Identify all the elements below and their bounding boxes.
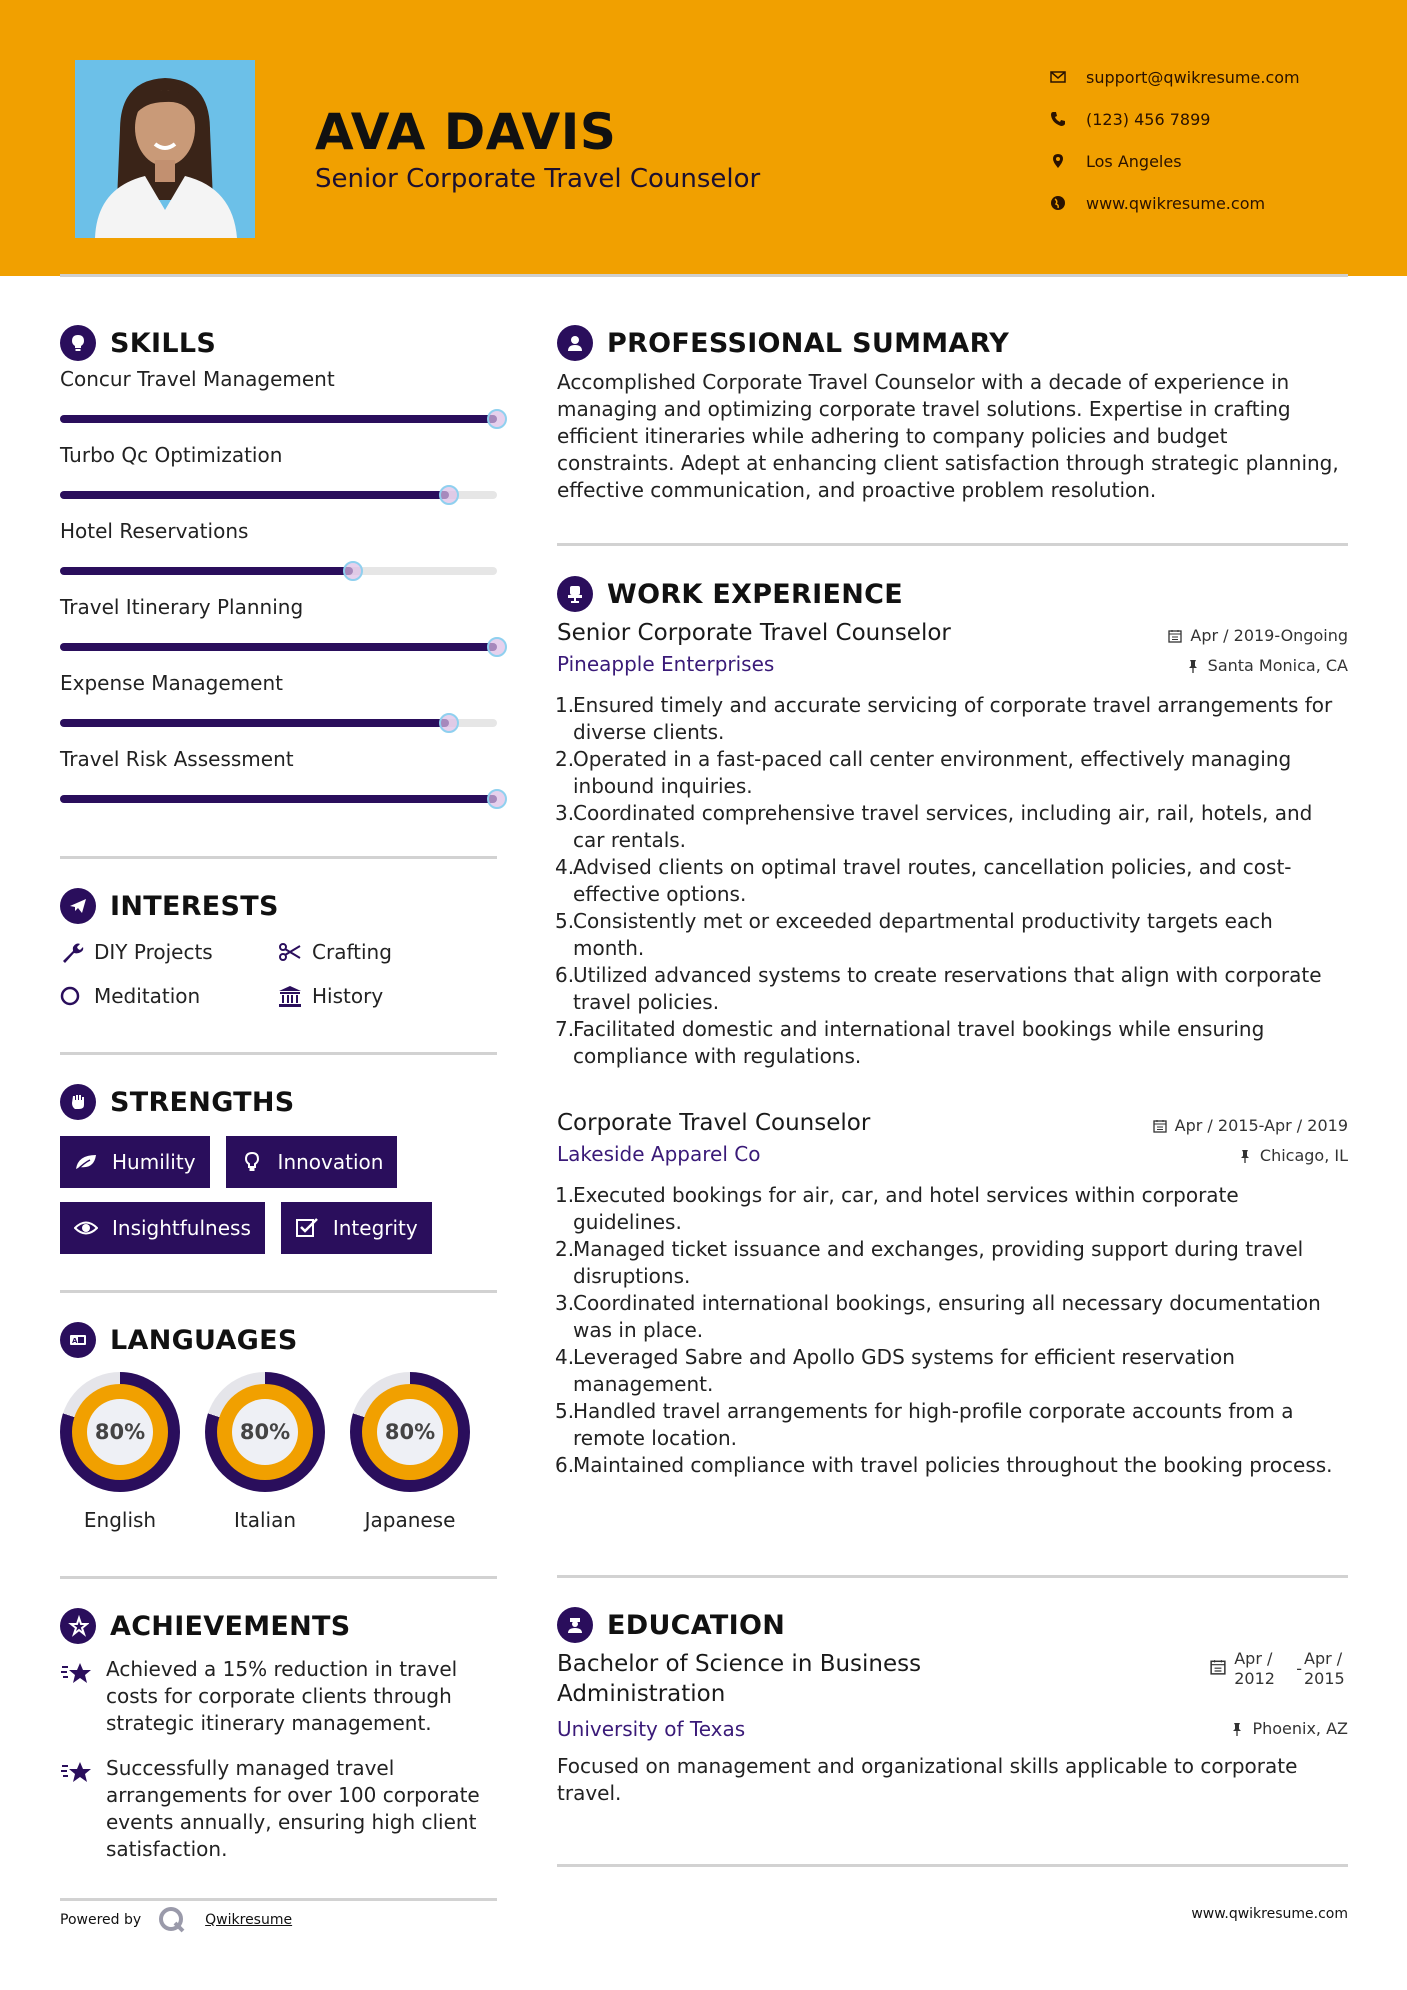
wrench-icon <box>60 940 94 964</box>
skill-name: Travel Itinerary Planning <box>60 595 304 619</box>
profile-photo-illustration <box>75 60 255 238</box>
strengths-list <box>60 1136 497 1254</box>
language-icon <box>60 1322 96 1358</box>
divider-line <box>557 1575 1348 1578</box>
skill-item <box>60 363 497 439</box>
contact-email[interactable] <box>1050 56 1300 98</box>
skill-bar-fill <box>60 719 449 727</box>
fist-icon <box>60 1084 96 1120</box>
company-name: Pineapple Enterprises <box>557 652 775 676</box>
job-location: Santa Monica, CA <box>1186 656 1348 675</box>
skill-bar <box>60 567 497 575</box>
education-section <box>557 1605 1348 1807</box>
lightbulb-icon <box>60 325 96 361</box>
skill-bar <box>60 491 497 499</box>
powered-by: Powered by Qwikresume <box>60 1905 292 1935</box>
envelope-icon <box>1050 69 1086 85</box>
calendar-icon <box>1153 1119 1167 1133</box>
leaf-icon <box>74 1151 98 1173</box>
divider-line <box>557 1864 1348 1867</box>
achievements-section <box>60 1606 497 1863</box>
contact-phone[interactable] <box>1050 98 1300 140</box>
education-location: Phoenix, AZ <box>1230 1719 1348 1738</box>
degree-title: Bachelor of Science in Business Administration <box>557 1651 922 1707</box>
section-divider <box>557 543 1348 546</box>
skill-bar-fill <box>60 415 497 423</box>
footer-website[interactable]: www.qwikresume.com <box>1191 1906 1348 1922</box>
interest-item: Crafting <box>278 938 496 966</box>
skills-heading: SKILLS <box>60 323 497 363</box>
skill-name: Hotel Reservations <box>60 519 249 543</box>
achievements-heading: ACHIEVEMENTS <box>60 1606 497 1646</box>
eye-icon <box>74 1217 98 1239</box>
language-progress-ring: 80% <box>350 1372 470 1492</box>
education-dates: Apr / 2012 - Apr / 2015 <box>1210 1649 1348 1689</box>
skill-bar-handle <box>487 409 507 429</box>
skill-bar <box>60 415 497 423</box>
interests-list <box>60 938 497 1010</box>
resume-header <box>0 0 1407 276</box>
job-bullets: 1. Executed bookings for air, car, and hotel services within corporate guidelines. 2. Managed ticket issuance and exchanges, providing support during travel disruptions. 3. Coordinated international bookings, ensuring all necessary documentation was in place. 4. Leveraged Sabre and Apollo GDS systems for efficient reservation management. 5. Handled travel arrangements for high-profile corporate accounts from a remote location. 6. Maintained compliance with travel policies throughout the booking process. <box>555 1183 1333 1477</box>
contact-location-text: Los Angeles <box>1086 151 1182 171</box>
skill-bar <box>60 719 497 727</box>
contact-phone-text: (123) 456 7899 <box>1086 109 1211 129</box>
achievement-item: Achieved a 15% reduction in travel costs for corporate clients through strategic itinerary management. <box>60 1656 497 1737</box>
skills-list <box>60 363 497 819</box>
languages-section <box>60 1320 497 1532</box>
education-heading: EDUCATION <box>557 1605 1348 1645</box>
divider-line <box>60 1576 497 1579</box>
job-location: Chicago, IL <box>1238 1146 1348 1165</box>
calendar-icon <box>1210 1659 1226 1675</box>
divider-line <box>60 1052 497 1055</box>
lightbulb-icon <box>240 1151 264 1173</box>
company-name: Lakeside Apparel Co <box>557 1142 761 1166</box>
skill-item <box>60 439 497 515</box>
job-bullets: 1. Ensured timely and accurate servicing of corporate travel arrangements for diverse clients. 2. Operated in a fast-paced call center environment, effectively managing inbound inquiries. 3. Coordinated comprehensive travel services, including air, rail, hotels, and car rentals. 4. Advised clients on optimal travel routes, cancellation policies, and cost-effective options. 5. Consistently met or exceeded departmental productivity targets each month. 6. Utilized advanced systems to create reservations that align with corporate travel policies. 7. Facilitated domestic and international travel bookings while ensuring compliance with regulations. <box>555 693 1333 1068</box>
achievement-item: Successfully managed travel arrangements for over 100 corporate events annually, ensuring high client satisfaction. <box>60 1755 497 1863</box>
language-item: 80% Italian <box>205 1372 325 1532</box>
skills-section <box>60 323 497 819</box>
skill-bar-handle <box>487 789 507 809</box>
section-divider <box>60 1052 497 1055</box>
section-divider <box>60 1290 497 1293</box>
map-marker-icon <box>1050 153 1086 169</box>
contact-website-text: www.qwikresume.com <box>1086 193 1266 213</box>
skill-bar-handle <box>487 637 507 657</box>
skill-bar-handle <box>439 713 459 733</box>
school-name: University of Texas <box>557 1717 746 1741</box>
experience-section <box>557 574 1348 1070</box>
paper-plane-icon <box>60 888 96 924</box>
skill-bar-fill <box>60 567 353 575</box>
skill-name: Concur Travel Management <box>60 367 335 391</box>
strength-tag: Integrity <box>281 1202 432 1254</box>
skill-item <box>60 743 497 819</box>
divider-line <box>60 1290 497 1293</box>
museum-icon <box>278 984 312 1008</box>
graduate-icon <box>557 1607 593 1643</box>
language-item: 80% English <box>60 1372 180 1532</box>
star-badge-icon <box>60 1608 96 1644</box>
job-dates: Apr / 2019-Ongoing <box>1168 626 1348 645</box>
qwikresume-link[interactable]: Qwikresume <box>205 1912 293 1928</box>
skill-name: Travel Risk Assessment <box>60 747 294 771</box>
pushpin-icon <box>1238 1149 1252 1163</box>
shooting-star-icon <box>60 1656 106 1737</box>
candidate-name: AVA DAVIS <box>315 103 617 161</box>
header-divider <box>60 274 1348 277</box>
footer-divider-left <box>60 1898 497 1901</box>
interests-heading: INTERESTS <box>60 886 497 926</box>
skill-name: Expense Management <box>60 671 283 695</box>
section-divider <box>557 1575 1348 1578</box>
strengths-heading: STRENGTHS <box>60 1082 497 1122</box>
job-title: Corporate Travel Counselor <box>557 1110 871 1136</box>
phone-icon <box>1050 111 1086 127</box>
interests-section <box>60 856 497 859</box>
skill-name: Turbo Qc Optimization <box>60 443 283 467</box>
profile-photo <box>75 60 255 238</box>
shooting-star-icon <box>60 1755 106 1863</box>
office-chair-icon <box>557 576 593 612</box>
check-square-icon <box>295 1217 319 1239</box>
section-divider <box>60 1576 497 1579</box>
summary-text: Accomplished Corporate Travel Counselor with a decade of experience in managing and optimizing corporate travel solutions. Expertise in crafting efficient itineraries while adhering to company policies and budget constraints. Adept at enhancing client satisfaction through strategic planning, effective communication, and proactive problem resolution. <box>557 370 1339 502</box>
qwikresume-logo-icon <box>157 1905 187 1935</box>
interest-item: Meditation <box>60 982 278 1010</box>
candidate-title: Senior Corporate Travel Counselor <box>315 164 761 194</box>
section-divider <box>60 856 497 859</box>
skill-item <box>60 591 497 667</box>
interest-item: History <box>278 982 496 1010</box>
summary-section <box>557 323 1348 504</box>
skill-bar-fill <box>60 491 449 499</box>
experience-heading: WORK EXPERIENCE <box>557 574 1348 614</box>
interest-item: DIY Projects <box>60 938 278 966</box>
skill-item <box>60 667 497 743</box>
scissors-icon <box>278 940 312 964</box>
strength-tag: Humility <box>60 1136 210 1188</box>
pushpin-icon <box>1230 1722 1244 1736</box>
user-icon <box>557 325 593 361</box>
language-item: 80% Japanese <box>350 1372 470 1532</box>
languages-list <box>60 1372 497 1532</box>
skill-bar-handle <box>439 485 459 505</box>
education-description: Focused on management and organizational skills applicable to corporate travel. <box>557 1754 1298 1805</box>
strength-tag: Insightfulness <box>60 1202 265 1254</box>
skill-bar <box>60 643 497 651</box>
languages-heading: A LANGUAGES <box>60 1320 497 1360</box>
contact-list <box>1050 56 1300 224</box>
skill-bar-handle <box>343 561 363 581</box>
summary-heading: PROFESSIONAL SUMMARY <box>557 323 1348 363</box>
skill-bar-fill <box>60 643 497 651</box>
divider-line <box>60 1898 497 1901</box>
globe-icon <box>1050 195 1086 211</box>
language-progress-ring: 80% <box>205 1372 325 1492</box>
footer-divider-right <box>557 1864 1348 1867</box>
contact-email-text: support@qwikresume.com <box>1086 67 1300 87</box>
skill-bar <box>60 795 497 803</box>
divider-line <box>557 543 1348 546</box>
interests-block <box>60 886 497 1010</box>
skill-bar-fill <box>60 795 497 803</box>
strengths-section <box>60 1082 497 1254</box>
svg-text:A: A <box>72 1337 78 1345</box>
job-entry <box>557 1110 1348 1479</box>
contact-location <box>1050 140 1300 182</box>
language-progress-ring: 80% <box>60 1372 180 1492</box>
pushpin-icon <box>1186 659 1200 673</box>
calendar-icon <box>1168 629 1182 643</box>
job-title: Senior Corporate Travel Counselor <box>557 620 951 646</box>
contact-website[interactable] <box>1050 182 1300 224</box>
job-entry <box>557 620 1348 1070</box>
skill-item <box>60 515 497 591</box>
strength-tag: Innovation <box>226 1136 398 1188</box>
circle-icon <box>60 984 94 1008</box>
job-dates: Apr / 2015-Apr / 2019 <box>1153 1116 1348 1135</box>
